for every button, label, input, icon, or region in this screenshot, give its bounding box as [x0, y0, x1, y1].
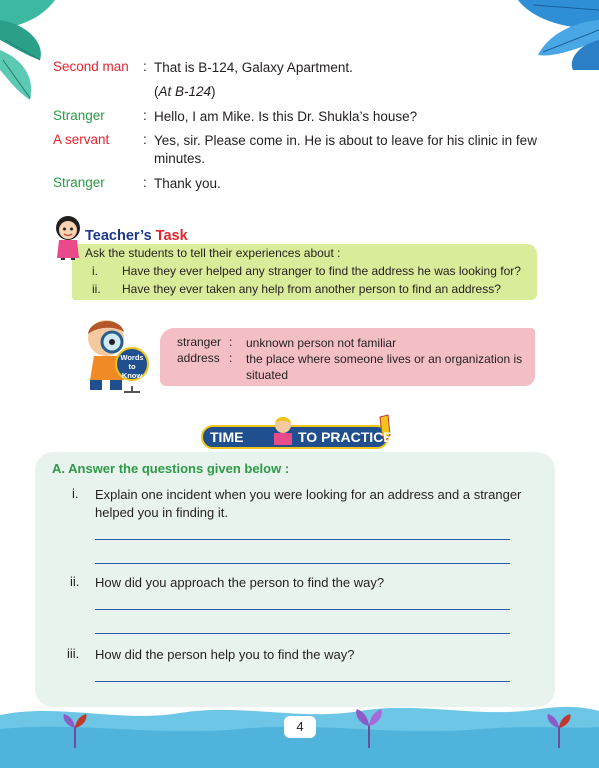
time-to-practice-banner — [200, 421, 394, 451]
vocab-word: address — [177, 351, 220, 365]
page-number: 4 — [284, 716, 316, 738]
dialogue-line: Thank you. — [154, 176, 221, 191]
teachers-task-intro: Ask the students to tell their experiences about : — [85, 246, 341, 260]
leaf-decoration-top-right — [478, 0, 599, 70]
girl-reading-icon — [270, 415, 296, 449]
dialogue-line: That is B-124, Galaxy Apartment. — [154, 60, 353, 75]
dialogue-colon: : — [143, 108, 147, 123]
dialogue-colon: : — [143, 175, 147, 190]
question-number: ii. — [70, 574, 80, 589]
vocab-definition: the place where someone lives or an organization is situated — [246, 352, 523, 382]
vocab-word: stranger — [177, 335, 222, 349]
dialogue-colon: : — [143, 59, 147, 74]
leaf-decoration-top-left — [0, 0, 60, 110]
question-number: iii. — [67, 646, 80, 661]
answer-line[interactable] — [95, 563, 510, 564]
task-item-text: Have they ever helped any stranger to find the address he was looking for? — [122, 264, 521, 278]
task-item-text: Have they ever taken any help from another person to find an address? — [122, 282, 501, 296]
stage-direction: (At B-124) — [154, 84, 216, 99]
speaker-stranger: Stranger — [53, 175, 105, 190]
practice-heading: A. Answer the questions given below : — [52, 461, 290, 476]
question-text: How did you approach the person to find the way? — [95, 575, 385, 590]
words-to-know-badge: Words to Know — [115, 347, 149, 381]
plant-icon-left — [60, 712, 90, 748]
dialogue-line: Hello, I am Mike. Is this Dr. Shukla’s house? — [154, 109, 418, 124]
speaker-stranger: Stranger — [53, 108, 105, 123]
vocab-definition: unknown person not familiar — [246, 336, 397, 350]
answer-line[interactable] — [95, 539, 510, 540]
task-item-number: ii. — [92, 282, 101, 296]
teacher-avatar-icon — [52, 214, 84, 260]
dialogue-line: Yes, sir. Please come in. He is about to leave for his clinic in few — [154, 133, 537, 148]
vocab-colon: : — [229, 335, 233, 349]
dialogue-colon: : — [143, 132, 147, 147]
answer-line[interactable] — [95, 609, 510, 610]
answer-line[interactable] — [95, 633, 510, 634]
dialogue-line: minutes. — [154, 151, 206, 166]
banner-text-practice: TO PRACTICE — [298, 429, 393, 445]
answer-line[interactable] — [95, 681, 510, 682]
vocab-colon: : — [229, 351, 233, 365]
teachers-task-title: Teacher’s Task — [85, 228, 188, 244]
speaker-second-man: Second man — [53, 59, 129, 74]
plant-icon-right — [544, 712, 574, 748]
speaker-servant: A servant — [53, 132, 110, 147]
question-text: Explain one incident when you were looking for an address and a stranger helped you in finding it. — [95, 487, 522, 520]
task-item-number: i. — [92, 264, 98, 278]
question-number: i. — [72, 486, 79, 501]
banner-text-time: TIME — [210, 429, 244, 445]
plant-icon-center — [352, 708, 386, 748]
question-text: How did the person help you to find the way? — [95, 647, 355, 662]
